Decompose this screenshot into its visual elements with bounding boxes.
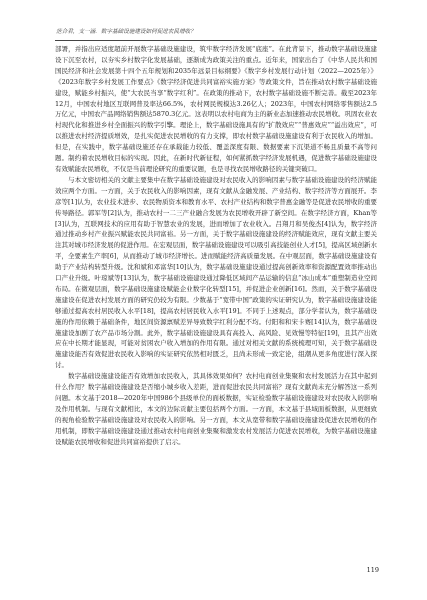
header-divider: [55, 40, 377, 41]
body-paragraph: 数字基础设施建设能否有效增加农民收入，其具体效果如何？农村电商创业集聚和农村发展活力在其中起到什么作用？数字基础设施建设是否缩小城乡收入差距，进而促进农民共同富裕？现有文献尚未充分解答这一系列问题。本文基于2018—2020年中国986个县级单位的面板数据，实证检验数字基础设施建设对农民收入的影响及作用机制。与现有文献相比，本文的边际贡献主要包括两个方面。一方面，本文基于县域面板数据，从更细致的视角检验数字基础设施建设对农民收入的影响。另一方面，本文从宽带和数字基础设施建设促进农民增收的作用机制，即数字基础设施建设通过推动农村电商创业集聚和激发农村发展活力促进农民增收，为数字基础设施建设赋能农民增收和促进共同富裕提供了启示。: [55, 372, 377, 446]
body-paragraph: 部署，并指出应适度超前开展数字基础设施建设，筑牢数字经济发展“底座”。在此背景下，推动数字基础设施建设下沉至农村，以夯实乡村数字化发展基础，逐渐成为政策关注的重点。近年来，国家出台了《中华人民共和国国民经济和社会发展第十四个五年规划和2035年远景目标纲要》《数字乡村发展行动计划（2022—2025年）》《2023年数字乡村发展工作要点》《数字经济促进共同富裕实施方案》等政策文件，旨在推动农村数字基础设施建设，赋能乡村振兴，使“大农民当享“数字红利”。在政策的推动下，农村数字基础设施不断完善。截至2023年12月，中国农村地区互联网普及率达66.5%，农村网民规模达3.26亿人；2023年，中国农村网络零售额达2.5万亿元，中国农产品网络销售额达5870.3亿元。这表明以农村电商为主的新业态加速推动农民增收。巩固农业农村现代化和推进乡村全面振兴的数字引擎。理论上，数字基础设施具有的“扩散效应”“普惠效应”“溢出效应”，可以推进农村经济提质增效，是扎实促进农民增收的有力支撑，即农村数字基础设施建设有利于农民收入的增加。但是，在实践中，数字基础设施还存在承载能力较低、覆盖深度有限、数据要素下沉渠道不畅且质量不高等问题。制约着农民增收目标的实现。因此，在新时代新征程，如何紧抓数字经济发展机遇，促进数字基础设施建设有效赋能农民增收，不仅是当前理论研究的重要议题，也是寻找农民增收路径的关键突破口。: [55, 45, 377, 173]
article-body: [55, 44, 377, 536]
page-number: 119: [366, 566, 379, 574]
running-head: 范合君，支一涵．数字基础设施建设如何促进农民增收？: [56, 29, 196, 35]
body-paragraph: 与本文密切相关的文献主要集中在数字基础设施建设对农民收入的影响因素与数字基础设施建设的经济赋能效应两个方面。一方面，关于农民收入的影响因素，现有文献从金融发展、产业结构、数字经济等方面展开。李彦等[1]认为，农业技术进步、农民物质资本和教育水平、农村产业结构和数字普惠金融等是促进农民增收的重要传导路径。郭军等[2]认为，推动农村一二三产业融合发展为农民增收开辟了新空间。在数字经济方面，Khan等[3]认为，互联网技术的应用有助于智慧农业的发展，进而增加了农业收入。吕翔月和吴俊杰[4]认为，数字经济通过推动乡村产业振兴赋能农民共同富裕。另一方面，关于数字基础设施建设的经济赋能效应，现有文献主要关注其对城市经济发展的促进作用。在宏观层面，数字基础设施建设可以吸引高技能创业人才[5]，提高区域创新水平，全要素生产率[6]，从而推动了城市经济增长。进而赋能经济高质量发展。在中观层面，数字基础设施建设有助于产业结构转型升级。沈和斌和邓富华[10]认为，数字基础设施建设通过提高创新效率和资源配置效率推动出口产业升级。叶琼斌等[13]认为，数字基础设施建设通过降低区域间产品运输的信息“冰山成本”重塑制造业空间布局。在微观层面，数字基础设施建设赋能企业数字化转型[15]，并促进企业创新[16]。然而，关于数字基础设施建设在促进农村发展方面的研究仍较为有限。少数基于“宽带中国”政策的实证研究认为，数字基础设施建设能够通过提高农村居民收入水平[18]，提高农村居民收入水平[19]。不同于上述观点，部分学者认为，数字基础设施的作用依赖于基础条件，地区间资源禀赋差异导致数字红利分配不均。付阳和和宋卡赛[14]认为，数字基础设施建设加剧了农产品市场分割。此外，数字基础设施建设具有高投入、高风险、见效慢等特征[19]，且其产出效应在中长期才能显现，可能对贫困农户收入增加的作用有限。通过对相关文献的系统梳理可知，关于数字基础设施建设能否有效促进农民收入影响的实证研究依然相对匮乏，且尚未形成一致定论，组潮从更多角度进行深入探讨。: [55, 175, 377, 370]
